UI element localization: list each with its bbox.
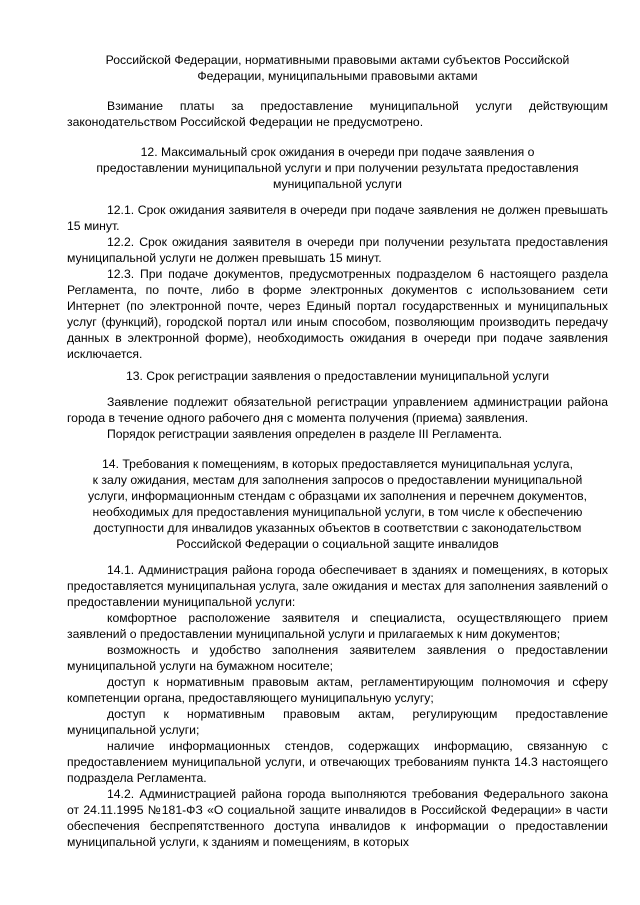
intro-line: Федерации, муниципальными правовыми актами [197,69,478,83]
section-13-body [67,394,608,442]
heading-line: услуги, информационным стендам с образцами их заполнения и перечнем документов, [88,489,587,503]
heading-line: муниципальной услуги [273,177,402,191]
paragraph: доступ к нормативным правовым актам, регламентирующим полномочия и сферу компетенции органа, предоставляющего муниципальную услугу; [67,675,608,705]
intro-line: Российской Федерации, нормативными правовыми актами субъектов Российской [105,53,570,67]
paragraph: Взимание платы за предоставление муниципальной услуги действующим законодательством Российской Федерации не предусмотрено. [67,99,608,129]
heading-line: предоставлении муниципальной услуги и при получении результата предоставления [96,161,579,175]
paragraph: комфортное расположение заявителя и специалиста, осуществляющего прием заявлений о предоставлении муниципальной услуги и прилагаемых к ним документов; [67,611,608,641]
heading-line: доступности для инвалидов указанных объектов в соответствии с законодательством [93,521,582,535]
paragraph: Порядок регистрации заявления определен в разделе III Регламента. [107,427,502,441]
paragraph: 12.3. При подаче документов, предусмотренных подразделом 6 настоящего раздела Регламента, по почте, либо в форме электронных документов с использованием сети Интернет (по электронной почте, через Единый портал государственных и муниципальных услуг (функций), городской портал или иным способом, позволяющим производить передачу данных в электронной форме), необходимость ожидания в очереди при подаче заявления исключается. [67,267,608,361]
section-14-body [67,562,608,850]
paragraph: 14.2. Администрацией района города выполняются требования Федерального закона от 24.11.1995 №181-ФЗ «О социальной защите инвалидов в Российской Федерации» в части обеспечения беспрепятственного доступа инвалидов к информации о предоставлении муниципальной услуги, к зданиям и помещениям, в которых [67,787,608,849]
section-12-heading [67,144,608,192]
heading-line: необходимых для предоставления муниципальной услуги, в том числе к обеспечению [92,505,583,519]
heading-line: 12. Максимальный срок ожидания в очереди при подаче заявления о [140,145,535,159]
section-14-heading [67,456,608,552]
paragraph: 14.1. Администрация района города обеспечивает в зданиях и помещениях, в которых предоставляется муниципальная услуга, зале ожидания и местах для заполнения заявлений о предоставлении муниципальной услуги: [67,563,608,609]
paragraph: доступ к нормативным правовым актам, регулирующим предоставление муниципальной услуги; [67,707,608,737]
fee-paragraph [67,98,608,130]
paragraph: наличие информационных стендов, содержащих информацию, связанную с предоставлением муниципальной услуги, и отвечающих требованиям пункта 14.3 настоящего подраздела Регламента. [67,739,608,785]
heading-line: 13. Срок регистрации заявления о предоставлении муниципальной услуги [125,369,550,383]
intro-text [67,52,608,84]
heading-line: Российской Федерации о социальной защите инвалидов [176,537,499,551]
paragraph: Заявление подлежит обязательной регистрации управлением администрации района города в течение одного рабочего дня с момента получения (приема) заявления. [67,395,608,425]
heading-line: к залу ожидания, местам для заполнения запросов о предоставлении муниципальной [92,473,583,487]
section-13-heading [67,368,608,384]
paragraph: 12.1. Срок ожидания заявителя в очереди при подаче заявления не должен превышать 15 минут. [67,203,608,233]
paragraph: 12.2. Срок ожидания заявителя в очереди при получении результата предоставления муниципальной услуги не должен превышать 15 минут. [67,235,608,265]
paragraph: возможность и удобство заполнения заявителем заявления о предоставлении муниципальной услуги на бумажном носителе; [67,643,608,673]
heading-line: 14. Требования к помещениям, в которых предоставляется муниципальная услуга, [102,457,573,471]
section-12-body [67,202,608,362]
